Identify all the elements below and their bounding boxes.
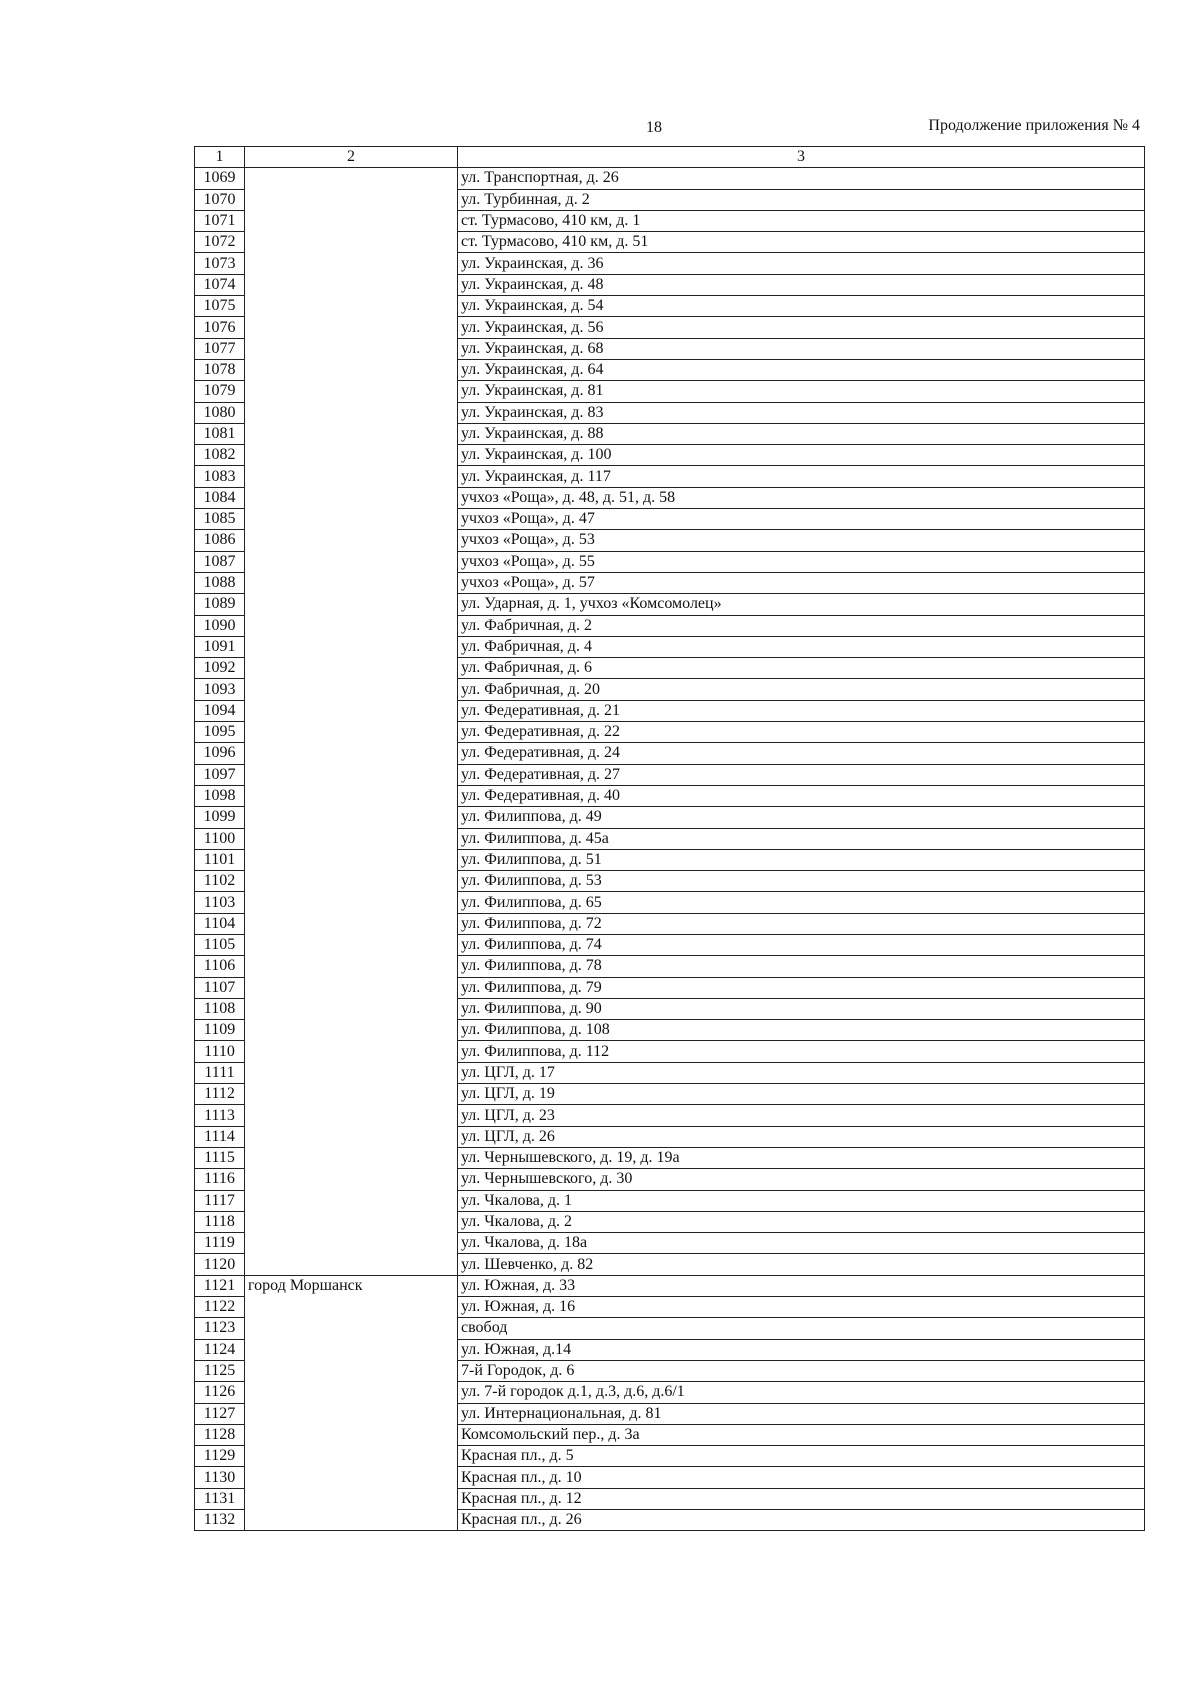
row-number-cell: 1106 — [195, 956, 245, 977]
address-cell: ст. Турмасово, 410 км, д. 1 — [458, 210, 1145, 231]
row-number-cell: 1125 — [195, 1360, 245, 1381]
address-cell: ул. Транспортная, д. 26 — [458, 168, 1145, 189]
address-cell: ул. Интернациональная, д. 81 — [458, 1403, 1145, 1424]
row-number-cell: 1131 — [195, 1488, 245, 1509]
settlement-cell — [245, 168, 458, 1275]
address-cell: учхоз «Роща», д. 53 — [458, 530, 1145, 551]
address-cell: ул. Южная, д. 33 — [458, 1275, 1145, 1296]
address-cell: ул. Филиппова, д. 45а — [458, 828, 1145, 849]
address-cell: 7-й Городок, д. 6 — [458, 1360, 1145, 1381]
row-number-cell: 1109 — [195, 1020, 245, 1041]
row-number-cell: 1117 — [195, 1190, 245, 1211]
address-cell: ул. Филиппова, д. 72 — [458, 913, 1145, 934]
address-cell: ул. Чернышевского, д. 19, д. 19а — [458, 1147, 1145, 1168]
row-number-cell: 1072 — [195, 232, 245, 253]
row-number-cell: 1083 — [195, 466, 245, 487]
row-number-cell: 1120 — [195, 1254, 245, 1275]
row-number-cell: 1069 — [195, 168, 245, 189]
row-number-cell: 1071 — [195, 210, 245, 231]
row-number-cell: 1087 — [195, 551, 245, 572]
address-cell: ул. Филиппова, д. 79 — [458, 977, 1145, 998]
address-cell: Красная пл., д. 10 — [458, 1467, 1145, 1488]
row-number-cell: 1128 — [195, 1424, 245, 1445]
row-number-cell: 1115 — [195, 1147, 245, 1168]
address-cell: ул. Филиппова, д. 74 — [458, 934, 1145, 955]
address-cell: Красная пл., д. 5 — [458, 1446, 1145, 1467]
row-number-cell: 1077 — [195, 338, 245, 359]
row-number-cell: 1084 — [195, 487, 245, 508]
address-cell: ул. Федеративная, д. 40 — [458, 785, 1145, 806]
row-number-cell: 1076 — [195, 317, 245, 338]
row-number-cell: 1101 — [195, 849, 245, 870]
row-number-cell: 1122 — [195, 1297, 245, 1318]
row-number-cell: 1096 — [195, 743, 245, 764]
row-number-cell: 1113 — [195, 1105, 245, 1126]
row-number-cell: 1105 — [195, 934, 245, 955]
column-header-2: 2 — [245, 147, 458, 168]
settlement-cell: город Моршанск — [245, 1275, 458, 1531]
address-cell: ул. ЦГЛ, д. 26 — [458, 1126, 1145, 1147]
address-cell: ул. Федеративная, д. 27 — [458, 764, 1145, 785]
address-cell: ул. 7-й городок д.1, д.3, д.6, д.6/1 — [458, 1382, 1145, 1403]
address-cell: ул. Ударная, д. 1, учхоз «Комсомолец» — [458, 594, 1145, 615]
address-cell: Красная пл., д. 26 — [458, 1510, 1145, 1531]
address-cell: ул. Украинская, д. 56 — [458, 317, 1145, 338]
address-cell: ул. Южная, д. 16 — [458, 1297, 1145, 1318]
address-cell: ул. Фабричная, д. 4 — [458, 636, 1145, 657]
address-cell: ул. Украинская, д. 83 — [458, 402, 1145, 423]
row-number-cell: 1112 — [195, 1084, 245, 1105]
appendix-continuation-note: Продолжение приложения № 4 — [928, 117, 1140, 134]
row-number-cell: 1102 — [195, 871, 245, 892]
address-cell: ул. Филиппова, д. 112 — [458, 1041, 1145, 1062]
address-cell: Комсомольский пер., д. 3а — [458, 1424, 1145, 1445]
row-number-cell: 1108 — [195, 998, 245, 1019]
row-number-cell: 1097 — [195, 764, 245, 785]
table-row — [195, 168, 1145, 189]
address-cell: учхоз «Роща», д. 48, д. 51, д. 58 — [458, 487, 1145, 508]
column-header-3: 3 — [458, 147, 1145, 168]
row-number-cell: 1103 — [195, 892, 245, 913]
row-number-cell: 1078 — [195, 359, 245, 380]
row-number-cell: 1110 — [195, 1041, 245, 1062]
row-number-cell: 1126 — [195, 1382, 245, 1403]
row-number-cell: 1085 — [195, 509, 245, 530]
address-cell: ул. Фабричная, д. 2 — [458, 615, 1145, 636]
address-cell: ул. Филиппова, д. 49 — [458, 807, 1145, 828]
row-number-cell: 1124 — [195, 1339, 245, 1360]
address-cell: ул. Украинская, д. 117 — [458, 466, 1145, 487]
row-number-cell: 1086 — [195, 530, 245, 551]
column-header-1: 1 — [195, 147, 245, 168]
address-cell: ул. Фабричная, д. 6 — [458, 658, 1145, 679]
address-cell: ул. Украинская, д. 48 — [458, 274, 1145, 295]
address-cell: ул. Федеративная, д. 21 — [458, 700, 1145, 721]
row-number-cell: 1091 — [195, 636, 245, 657]
row-number-cell: 1095 — [195, 722, 245, 743]
row-number-cell: 1075 — [195, 296, 245, 317]
row-number-cell: 1093 — [195, 679, 245, 700]
address-cell: ул. Украинская, д. 64 — [458, 359, 1145, 380]
address-cell: ул. Филиппова, д. 51 — [458, 849, 1145, 870]
address-cell: ул. Филиппова, д. 78 — [458, 956, 1145, 977]
address-cell: учхоз «Роща», д. 57 — [458, 572, 1145, 593]
row-number-cell: 1114 — [195, 1126, 245, 1147]
address-cell: ул. Украинская, д. 81 — [458, 381, 1145, 402]
row-number-cell: 1088 — [195, 572, 245, 593]
row-number-cell: 1127 — [195, 1403, 245, 1424]
address-cell: ул. Федеративная, д. 22 — [458, 722, 1145, 743]
row-number-cell: 1082 — [195, 445, 245, 466]
address-cell: ул. Чкалова, д. 1 — [458, 1190, 1145, 1211]
address-cell: ул. Фабричная, д. 20 — [458, 679, 1145, 700]
row-number-cell: 1089 — [195, 594, 245, 615]
address-cell: ул. Филиппова, д. 53 — [458, 871, 1145, 892]
row-number-cell: 1121 — [195, 1275, 245, 1296]
row-number-cell: 1116 — [195, 1169, 245, 1190]
row-number-cell: 1123 — [195, 1318, 245, 1339]
row-number-cell: 1080 — [195, 402, 245, 423]
address-cell: ул. ЦГЛ, д. 23 — [458, 1105, 1145, 1126]
address-cell: ул. Чернышевского, д. 30 — [458, 1169, 1145, 1190]
row-number-cell: 1130 — [195, 1467, 245, 1488]
row-number-cell: 1079 — [195, 381, 245, 402]
row-number-cell: 1074 — [195, 274, 245, 295]
row-number-cell: 1119 — [195, 1233, 245, 1254]
address-cell: ул. Украинская, д. 54 — [458, 296, 1145, 317]
row-number-cell: 1073 — [195, 253, 245, 274]
address-cell: ул. Украинская, д. 68 — [458, 338, 1145, 359]
address-cell: учхоз «Роща», д. 47 — [458, 509, 1145, 530]
address-cell: ул. Чкалова, д. 2 — [458, 1211, 1145, 1232]
table-row — [195, 1275, 1145, 1296]
address-cell: ул. Федеративная, д. 24 — [458, 743, 1145, 764]
row-number-cell: 1129 — [195, 1446, 245, 1467]
address-cell: ул. Турбинная, д. 2 — [458, 189, 1145, 210]
address-cell: ул. Украинская, д. 88 — [458, 423, 1145, 444]
address-cell: ул. ЦГЛ, д. 17 — [458, 1062, 1145, 1083]
row-number-cell: 1090 — [195, 615, 245, 636]
address-cell: ул. Филиппова, д. 90 — [458, 998, 1145, 1019]
row-number-cell: 1111 — [195, 1062, 245, 1083]
table-header-row — [195, 147, 1145, 168]
row-number-cell: 1104 — [195, 913, 245, 934]
address-table — [194, 146, 1145, 1531]
row-number-cell: 1099 — [195, 807, 245, 828]
row-number-cell: 1100 — [195, 828, 245, 849]
row-number-cell: 1118 — [195, 1211, 245, 1232]
row-number-cell: 1092 — [195, 658, 245, 679]
row-number-cell: 1107 — [195, 977, 245, 998]
row-number-cell: 1098 — [195, 785, 245, 806]
address-cell: ул. Чкалова, д. 18а — [458, 1233, 1145, 1254]
address-cell: ул. Украинская, д. 36 — [458, 253, 1145, 274]
row-number-cell: 1081 — [195, 423, 245, 444]
address-cell: ул. Южная, д.14 — [458, 1339, 1145, 1360]
address-cell: ул. Украинская, д. 100 — [458, 445, 1145, 466]
address-cell: ст. Турмасово, 410 км, д. 51 — [458, 232, 1145, 253]
row-number-cell: 1094 — [195, 700, 245, 721]
address-cell: учхоз «Роща», д. 55 — [458, 551, 1145, 572]
address-cell: свобод — [458, 1318, 1145, 1339]
address-cell: ул. Филиппова, д. 108 — [458, 1020, 1145, 1041]
address-cell: Красная пл., д. 12 — [458, 1488, 1145, 1509]
row-number-cell: 1132 — [195, 1510, 245, 1531]
page-number: 18 — [646, 119, 662, 136]
table-body — [195, 168, 1145, 1531]
address-cell: ул. Филиппова, д. 65 — [458, 892, 1145, 913]
address-cell: ул. ЦГЛ, д. 19 — [458, 1084, 1145, 1105]
row-number-cell: 1070 — [195, 189, 245, 210]
address-cell: ул. Шевченко, д. 82 — [458, 1254, 1145, 1275]
